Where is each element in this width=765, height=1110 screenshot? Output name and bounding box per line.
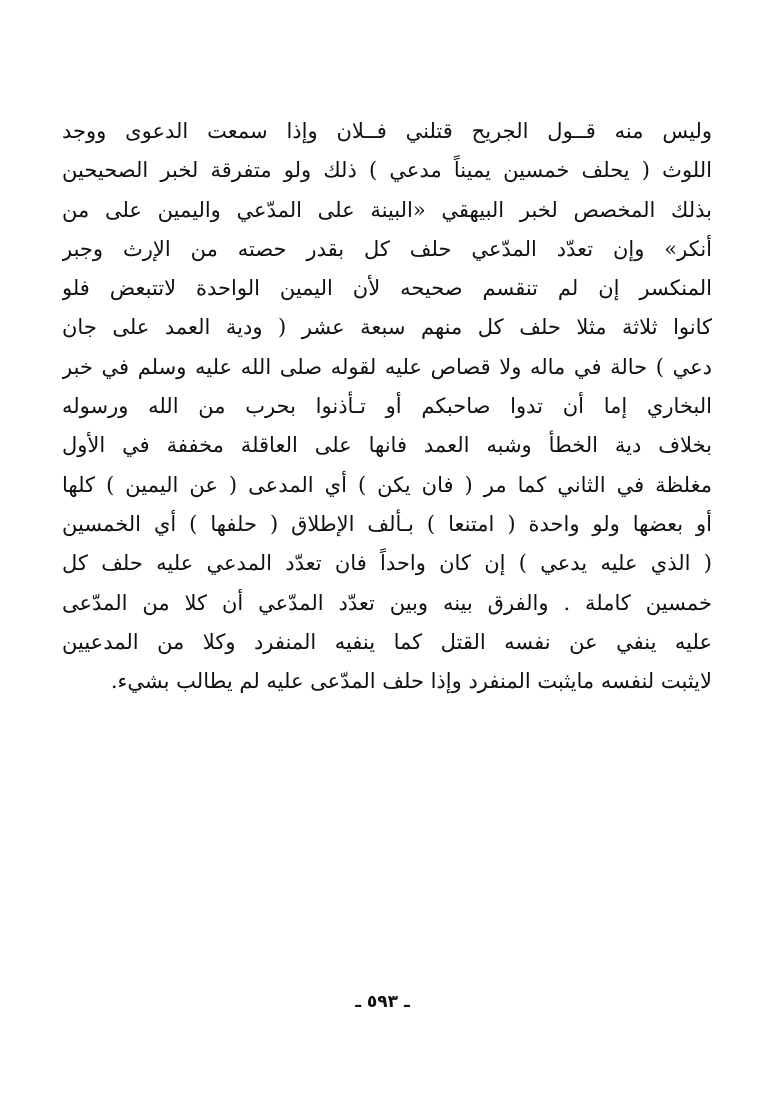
- text-line: البخاري إما أن تدوا صاحبكم أو تـأذنوا بحرب من الله ورسوله: [62, 394, 712, 419]
- page-number: ـ ٥٩٣ ـ: [355, 992, 410, 1012]
- text-line: أنكر» وإن تعدّد المدّعي حلف كل بقدر حصته من الإرث وجبر: [62, 236, 712, 261]
- text-line: بخلاف دية الخطأ وشبه العمد فانها على العاقلة مخففة في الأول: [62, 433, 712, 458]
- text-line: لايثبت لنفسه مايثبت المنفرد وإذا حلف المدّعى عليه لم يطالب بشيء.: [110, 669, 712, 694]
- text-line: أو بعضها ولو واحدة ( امتنعا ) بـألف الإطلاق ( حلفها ) أي الخمسين: [62, 511, 712, 536]
- body-text: [62, 112, 712, 701]
- text-line: كانوا ثلاثة مثلا حلف كل منهم سبعة عشر ( ودية العمد على جان: [62, 315, 712, 340]
- text-line: عليه ينفي عن نفسه القتل كما ينفيه المنفرد وكلا من المدعيين: [62, 629, 712, 654]
- text-line: وليس منه قــول الجريح قتلني فــلان وإذا سمعت الدعوى ووجد: [62, 119, 712, 143]
- text-line: خمسين كاملة . والفرق بينه وبين تعدّد المدّعي أن كلا من المدّعى: [62, 590, 712, 615]
- text-line: مغلظة في الثاني كما مر ( فان يكن ) أي المدعى ( عن اليمين ) كلها: [62, 472, 712, 497]
- text-line: المنكسر إن لم تنقسم صحيحه لأن اليمين الواحدة لاتتبعض فلو: [62, 276, 712, 301]
- text-line: بذلك المخصص لخبر البيهقي «البينة على المدّعي واليمين على من: [62, 197, 712, 222]
- text-line: دعي ) حالة في ماله ولا قصاص عليه لقوله صلى الله عليه وسلم في خبر: [62, 354, 712, 379]
- text-line: اللوث ( يحلف خمسين يميناً مدعي ) ذلك ولو متفرقة لخبر الصحيحين: [62, 158, 712, 183]
- text-line: ( الذي عليه يدعي ) إن كان واحداً فان تعدّد المدعي عليه حلف كل: [62, 551, 712, 576]
